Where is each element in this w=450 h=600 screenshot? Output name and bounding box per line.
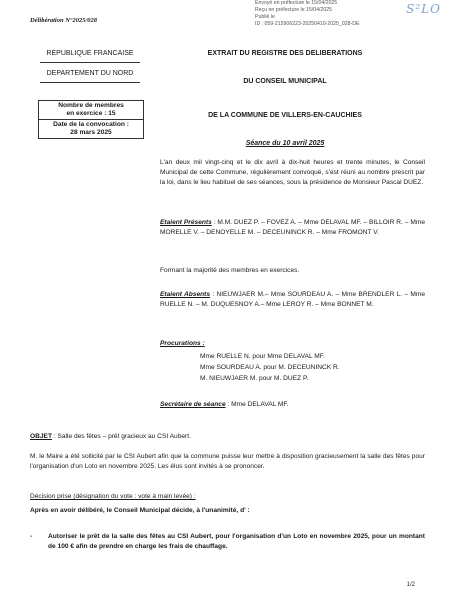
stamp-line: Envoyé en préfecture le 15/04/2025	[255, 0, 338, 6]
object-body: M. le Maire a été sollicité par le CSI Aubert afin que la commune puisse leur mettre à disposition gracieusement la salle des fêtes pour l'organisation d'un Loto en novembre 2025. Les élus sont invités à se prononcer.	[30, 453, 425, 470]
object-label: OBJET	[30, 433, 52, 440]
page-number: 1/2	[406, 582, 415, 588]
present-label: Etaient Présents	[160, 219, 212, 226]
proxy-line: M. NIEUWJAER M. pour M. DUEZ P.	[200, 375, 309, 382]
divider	[40, 62, 140, 63]
proxy-line: Mme RUELLE N. pour Mme DELAVAL MF.	[200, 353, 325, 360]
secretary-label: Secrétaire de séance	[160, 401, 226, 408]
object-block	[30, 432, 425, 442]
majority-text: Formant la majorité des membres en exercices.	[160, 267, 300, 274]
decision-bullet: Autoriser le prêt de la salle des fêtes au CSI Aubert, pour l'organisation d'un Loto en novembre 2025, pour un montant de 100 € afin de prendre en charge les frais de chauffage.	[48, 533, 425, 550]
session-info-box	[38, 100, 144, 139]
decision-label: Décision prise (désignation du vote : vote à main levée) :	[30, 493, 196, 500]
object-text: : Salle des fêtes – prêt gracieux au CSI Aubert.	[51, 433, 191, 440]
session-title: Séance du 10 avril 2025	[245, 140, 325, 147]
secretary-name: : Mme DELAVAL MF.	[225, 401, 289, 408]
secretary-block	[160, 400, 425, 410]
deliberation-reference: Délibération N°2025/028	[30, 17, 98, 24]
proxy-line: Mme SOURDEAU A. pour M. DECEUNINCK R.	[200, 364, 340, 371]
s2lo-logo: S²LO	[406, 2, 441, 16]
absent-list: : NIEUWJAER M.– Mme SOURDEAU A. – Mme BRENDLER L. – Mme RUELLE N. – M. DUQUESNOY A.– Mme LEROY R. – Mme BONNET M.	[160, 291, 426, 308]
prefecture-stamp	[255, 0, 445, 38]
convocation-value: 28 mars 2025	[70, 129, 112, 136]
decision-intro: Après en avoir délibéré, le Conseil Municipal décide, à l'unanimité, d' :	[30, 507, 250, 514]
bullet-dash: -	[30, 533, 33, 540]
absent-label: Etaient Absents	[160, 291, 211, 298]
present-block	[160, 218, 425, 238]
council-title: DU CONSEIL MUNICIPAL	[243, 78, 327, 85]
department-label: DEPARTEMENT DU NORD	[46, 70, 134, 77]
absent-block	[160, 290, 425, 310]
convocation-label: Date de la convocation :	[53, 121, 129, 128]
members-value: en exercice : 15	[66, 110, 116, 117]
proxies-label: Procurations :	[160, 340, 205, 347]
commune-title: DE LA COMMUNE DE VILLERS-EN-CAUCHIES	[208, 112, 362, 119]
republic-label: REPUBLIQUE FRANCAISE	[46, 50, 134, 57]
stamp-line: Reçu en préfecture le 15/04/2025	[255, 7, 333, 13]
session-intro: L'an deux mil vingt-cinq et le dix avril à dix-huit heures et trente minutes, le Conseil Municipal de cette Commune, régulièrement convoqué, s'est réuni au nombre prescrit par la loi, dans le lieu habituel de ses séances, sous la présidence de Monsieur Pascal DUEZ.	[160, 159, 425, 186]
members-label: Nombre de membres	[58, 102, 124, 109]
extract-title: EXTRAIT DU REGISTRE DES DELIBERATIONS	[207, 50, 363, 57]
present-list: : M.M. DUEZ P. – FOVEZ A. – Mme DELAVAL MF. – BILLOIR R. – Mme MORELLE V. – DENOYELLE M. – DECEUNINCK R. – Mme FROMONT V.	[160, 219, 426, 236]
stamp-line: Publié le	[255, 14, 275, 20]
stamp-line: ID : 059-215906223-20250410-2025_028-DE	[255, 21, 360, 27]
divider	[40, 82, 140, 83]
